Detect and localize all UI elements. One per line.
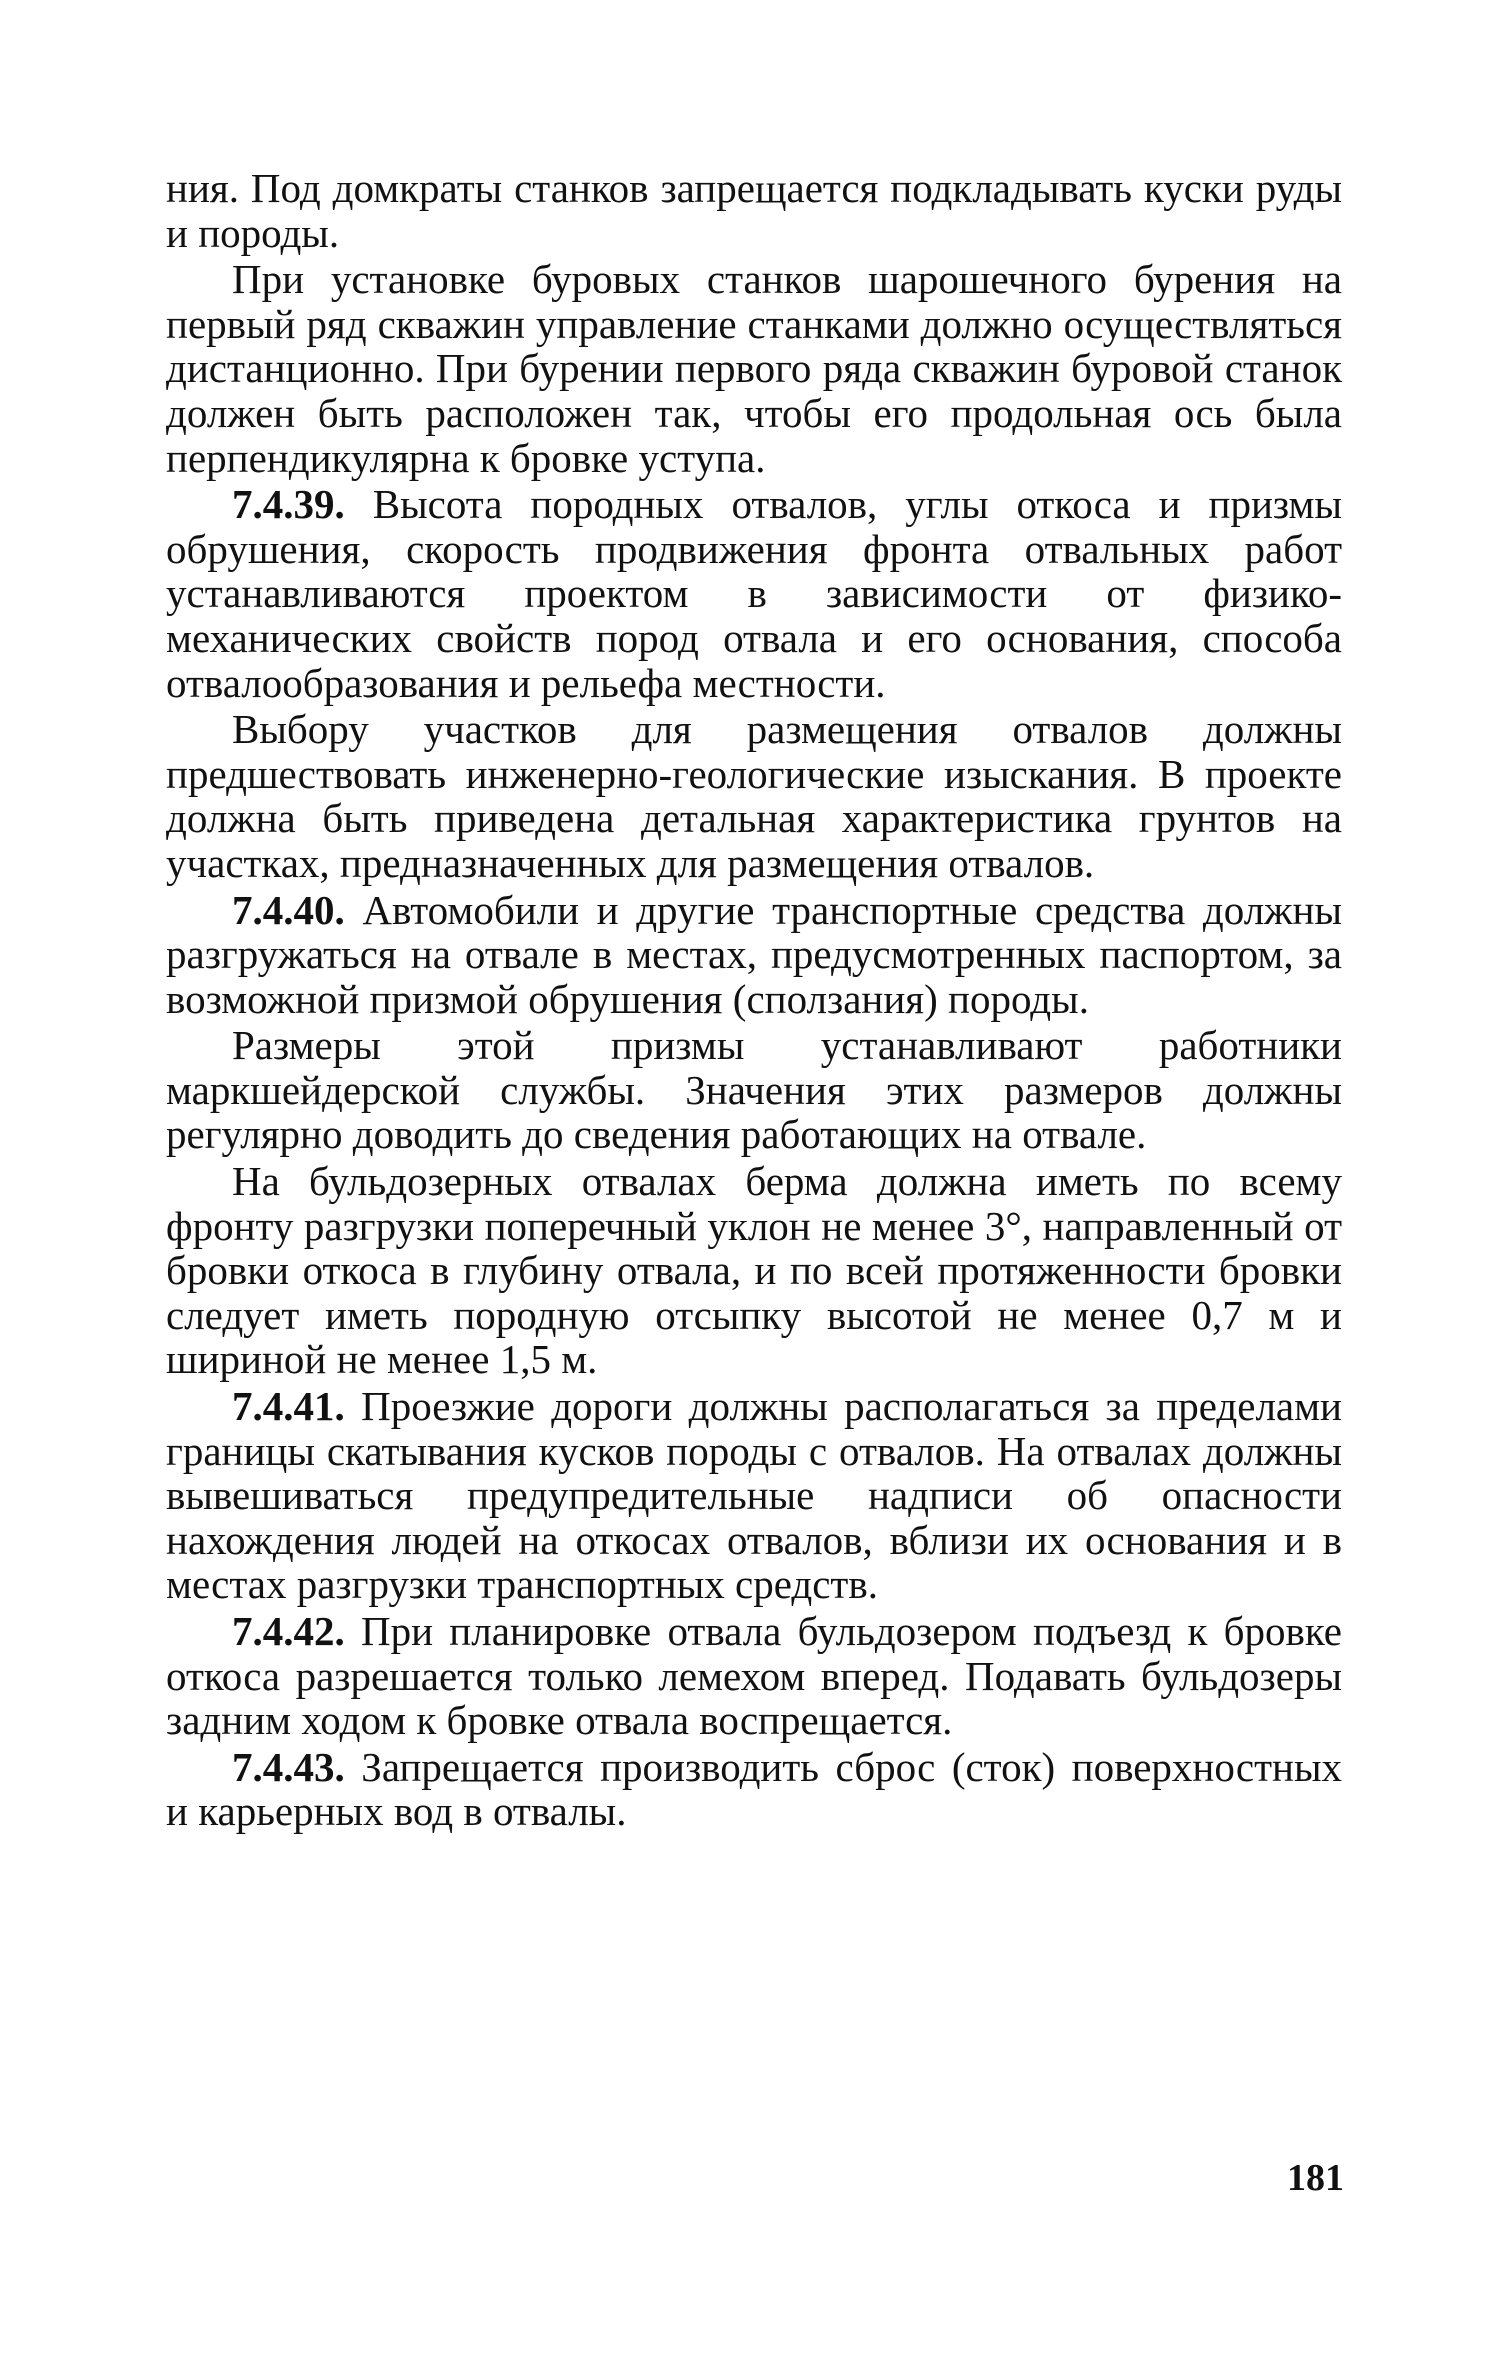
clause-7-4-43: 7.4.43. Запрещается производить сброс (сток) поверхностных и карьерных вод в отвалы.: [166, 1743, 1342, 1835]
clause-7-4-40: 7.4.40. Автомобили и другие транспортные средства должны разгружаться на отвале в местах, предусмотренных паспортом, за возможной призмой обрушения (сползания) породы.: [166, 886, 1342, 1022]
clause-number: 7.4.43.: [232, 1743, 345, 1790]
paragraph-bulldozer-dumps: На бульдозерных отвалах берма должна иметь по всему фронту разгрузки поперечный уклон не менее 3°, направленный от бровки откоса в глубину отвала, и по всей протяженности бровки следует иметь породную отсыпку высотой не менее 0,7 м и шириной не менее 1,5 м.: [166, 1158, 1342, 1383]
clause-number: 7.4.41.: [232, 1383, 345, 1430]
paragraph-continuation: ния. Под домкраты станков запрещается подкладывать куски руды и породы.: [166, 165, 1342, 256]
clause-number: 7.4.39.: [232, 481, 345, 528]
clause-7-4-39: 7.4.39. Высота породных отвалов, углы откоса и призмы обрушения, скорость продвижения фронта отвальных работ устанавливаются проектом в зависимости от физико-механических свойств пород отвала и его основания, способа отвалообразования и рельефа местности.: [166, 481, 1342, 706]
paragraph-site-selection: Выбору участков для размещения отвалов должны предшествовать инженерно-геологические изыскания. В проекте должна быть приведена детальная характеристика грунтов на участках, предназначенных для размещения отвалов.: [166, 706, 1342, 886]
paragraph-prism-size: Размеры этой призмы устанавливают работники маркшейдерской службы. Значения этих размеров должны регулярно доводить до сведения работающих на отвале.: [166, 1022, 1342, 1158]
clause-number: 7.4.40.: [232, 886, 345, 933]
clause-7-4-42: 7.4.42. При планировке отвала бульдозером подъезд к бровке откоса разрешается только лемехом вперед. Подавать бульдозеры задним ходом к бровке отвала воспрещается.: [166, 1608, 1342, 1744]
clause-7-4-41: 7.4.41. Проезжие дороги должны располагаться за пределами границы скатывания кусков породы с отвалов. На отвалах должны вывешиваться предупредительные надписи об опасности нахождения людей на откосах отвалов, вблизи их основания и в местах разгрузки транспортных средств.: [166, 1383, 1342, 1608]
paragraph-drilling-rigs: При установке буровых станков шарошечного бурения на первый ряд скважин управление станками должно осуществляться дистанционно. При бурении первого ряда скважин буровой станок должен быть расположен так, чтобы его продольная ось была перпендикулярна к бровке уступа.: [166, 256, 1342, 481]
body-text: [166, 166, 1342, 1836]
page-number: 181: [1287, 2157, 1344, 2199]
clause-number: 7.4.42.: [232, 1608, 345, 1654]
